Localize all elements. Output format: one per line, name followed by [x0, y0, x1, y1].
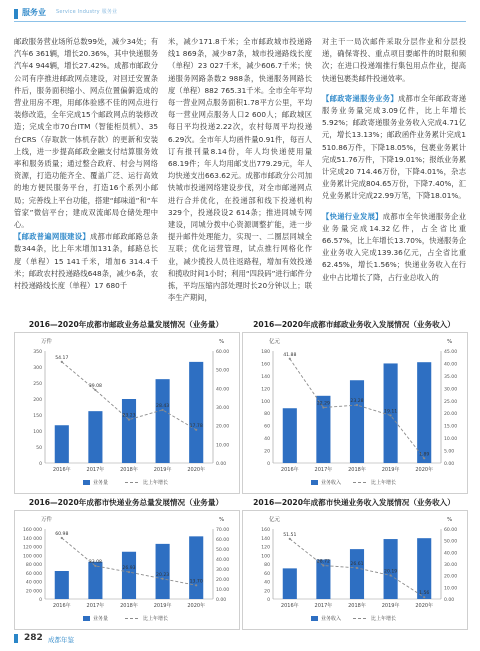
footer-accent-bar — [14, 634, 18, 643]
growth-data-label: 20.23 — [156, 572, 170, 578]
bar — [189, 362, 203, 463]
chart-title: 2016—2020年成都市快递业务收入发展情况（业务收入） — [253, 498, 455, 507]
growth-point — [356, 404, 358, 406]
y-tick-label-left: 160 000 — [23, 528, 42, 533]
growth-data-label: 41.88 — [283, 352, 297, 358]
growth-point — [289, 358, 291, 360]
y-tick-label-right: 10.00 — [444, 437, 458, 443]
x-tick-label: 2020年 — [187, 467, 206, 473]
chart-title: 2016—2020年成都市邮政业务总量发展情况（业务量） — [28, 320, 224, 329]
axis-unit-right: % — [219, 339, 225, 345]
growth-data-label: 1.89 — [419, 452, 430, 458]
growth-point — [322, 406, 324, 408]
growth-point — [322, 564, 324, 566]
bar — [350, 380, 364, 463]
x-tick-label: 2019年 — [153, 603, 172, 609]
y-tick-label-left: 60 — [264, 571, 270, 577]
growth-point — [128, 419, 130, 421]
y-tick-label-left: 160 — [261, 528, 270, 533]
y-tick-label-left: 20 — [264, 449, 270, 455]
growth-point — [61, 537, 63, 539]
bar — [156, 379, 170, 463]
growth-point — [195, 429, 197, 431]
chart-svg — [243, 333, 467, 493]
bar — [417, 538, 431, 599]
y-tick-label-left: 160 — [261, 362, 270, 368]
y-tick-label-right: 0.00 — [216, 462, 227, 467]
growth-point — [289, 538, 291, 540]
growth-point — [94, 565, 96, 567]
bar — [417, 362, 431, 463]
paragraph — [14, 231, 158, 292]
bar — [88, 562, 102, 599]
y-tick-label-left: 40 — [264, 580, 270, 586]
growth-point — [423, 457, 425, 459]
y-tick-label-right: 40.00 — [444, 362, 458, 368]
y-tick-label-left: 100 — [261, 399, 270, 405]
growth-data-label: 33.08 — [88, 559, 102, 565]
y-tick-label-left: 120 — [261, 545, 270, 551]
y-tick-label-left: 80 000 — [25, 563, 42, 568]
growth-point — [61, 361, 63, 363]
y-tick-label-left: 300 — [33, 366, 42, 371]
legend-label-bar: 业务量 — [93, 616, 109, 622]
legend-swatch-bar — [83, 616, 90, 621]
y-tick-label-left: 100 — [33, 430, 42, 435]
header-rule — [14, 21, 466, 22]
growth-data-label: 23.23 — [122, 413, 136, 419]
y-tick-label-left: 350 — [33, 350, 42, 355]
chart-svg — [15, 333, 239, 493]
growth-point — [162, 578, 164, 580]
y-tick-label-right: 25.00 — [444, 399, 458, 405]
y-tick-label-left: 0 — [267, 598, 270, 603]
axis-unit-left: 万件 — [41, 339, 53, 345]
bar — [156, 544, 170, 599]
bar — [55, 425, 69, 463]
y-tick-label-right: 30.00 — [444, 563, 458, 568]
axis-unit-left: 万件 — [41, 517, 53, 523]
chart-postal-revenue — [242, 332, 468, 494]
y-tick-label-right: 50.00 — [216, 368, 230, 374]
y-tick-label-right: 60.00 — [216, 538, 230, 543]
bar — [88, 411, 102, 463]
growth-data-label: 23.28 — [350, 399, 364, 405]
growth-data-label: 26.61 — [350, 561, 364, 567]
x-tick-label: 2016年 — [280, 603, 299, 609]
legend-label-line: 比上年增长 — [371, 616, 397, 622]
legend-label-bar: 业务量 — [93, 480, 109, 486]
y-tick-label-right: 50.00 — [444, 539, 458, 545]
axis-unit-right: % — [447, 339, 453, 345]
y-tick-label-left: 120 000 — [23, 545, 42, 551]
x-tick-label: 2017年 — [314, 603, 333, 609]
growth-data-label: 28.43 — [156, 403, 170, 409]
x-tick-label: 2018年 — [120, 603, 138, 609]
legend-label-line: 比上年增长 — [371, 480, 397, 486]
text-column-left — [14, 36, 158, 292]
y-tick-label-left: 150 — [33, 414, 42, 419]
y-tick-label-left: 80 — [264, 563, 270, 568]
y-tick-label-right: 15.00 — [444, 424, 458, 430]
y-tick-label-left: 140 — [261, 536, 270, 542]
legend-label-bar: 业务收入 — [321, 480, 342, 486]
y-tick-label-left: 0 — [39, 598, 42, 603]
paragraph-text: 成都市邮政邮路总条数344条，比上年末增加131条，邮路总长度（单程）15 141千米，增加6 314.4千米；邮政农村投递路线648条，减少6条，农村投递路线长度（单程）17 680千 — [14, 232, 159, 291]
publication-name: 成都年鉴 — [48, 636, 74, 644]
paragraph-text: 成都市全年邮政寄递服务业务量完成3.09亿件，比上年增长5.92%；邮政寄递服务业务收入完成4.71亿元，增长13.13%；邮政函件业务累计完成1 510.86万件，下降18.05%，包裹业务累计完成51.76万件，下降19.01%；报纸业务累计完成20 714.46万份，下降4.01%，杂志业务累计完成804.65万份，下降7.40%，汇兑业务累计完成22.99万笔，下降18.01%。 — [322, 93, 467, 201]
x-tick-label: 2016年 — [280, 467, 299, 473]
x-tick-label: 2016年 — [52, 603, 71, 609]
x-tick-label: 2020年 — [187, 603, 206, 609]
y-tick-label-right: 40.00 — [216, 558, 230, 563]
legend-swatch-bar — [311, 616, 318, 621]
bar — [55, 571, 69, 599]
y-tick-label-left: 40 — [264, 437, 270, 443]
legend-label-line: 比上年增长 — [143, 480, 169, 486]
growth-point — [162, 409, 164, 411]
y-tick-label-right: 30.00 — [216, 406, 230, 411]
bar — [350, 549, 364, 599]
x-tick-label: 2018年 — [348, 467, 366, 473]
chart-postal-volume — [14, 332, 240, 494]
x-tick-label: 2018年 — [348, 603, 366, 609]
y-tick-label-right: 20.00 — [444, 574, 458, 580]
y-tick-label-right: 0.00 — [444, 462, 455, 467]
axis-unit-right: % — [219, 517, 225, 523]
chart-express-volume — [14, 510, 240, 630]
y-tick-label-right: 10.00 — [216, 443, 230, 449]
y-tick-label-right: 20.00 — [216, 578, 230, 583]
x-tick-label: 2020年 — [415, 603, 434, 609]
y-tick-label-left: 120 — [261, 387, 270, 393]
section-title: 服务业 — [22, 8, 46, 17]
growth-point — [390, 414, 392, 416]
bar — [122, 399, 136, 463]
growth-point — [390, 574, 392, 576]
chart-svg — [15, 511, 239, 629]
legend-swatch-bar — [83, 480, 90, 485]
chart-title: 2016—2020年成都市快递业务总量发展情况（业务量） — [28, 498, 224, 507]
y-tick-label-right: 50.00 — [216, 548, 230, 553]
growth-data-label: 54.17 — [55, 355, 69, 361]
y-tick-label-right: 40.00 — [444, 551, 458, 557]
x-tick-label: 2019年 — [153, 467, 172, 473]
y-tick-label-left: 60 — [264, 424, 270, 430]
y-tick-label-right: 20.00 — [216, 424, 230, 430]
section-label: 【邮政寄递服务业务】 — [322, 93, 398, 103]
y-tick-label-left: 20 — [264, 589, 270, 595]
y-tick-label-right: 60.00 — [444, 528, 458, 533]
y-tick-label-left: 50 — [36, 446, 42, 451]
x-tick-label: 2016年 — [52, 467, 71, 473]
page-footer — [14, 632, 466, 646]
y-tick-label-left: 200 — [33, 398, 42, 403]
x-tick-label: 2019年 — [381, 467, 400, 473]
y-tick-label-right: 35.00 — [444, 374, 458, 380]
y-tick-label-right: 60.00 — [216, 350, 230, 355]
x-tick-label: 2018年 — [120, 467, 138, 473]
paragraph — [322, 93, 466, 203]
paragraph-text: 成都市全年快递服务企业业务量完成14.32亿件，占全省比重66.57%，比上年增长13.70%，快递服务企业业务收入完成139.36亿元，占全省比重62.45%，增长1.56%；快递业务收入在行业中占比增长了降，占行业总收入的 — [322, 211, 467, 282]
y-tick-label-right: 10.00 — [444, 586, 458, 592]
y-tick-label-right: 10.00 — [216, 588, 230, 593]
header-accent-bar — [14, 9, 18, 19]
y-tick-label-right: 0.00 — [216, 598, 227, 603]
growth-data-label: 26.93 — [122, 566, 136, 572]
y-tick-label-left: 180 — [261, 350, 270, 355]
paragraph — [322, 211, 466, 284]
page-header — [0, 0, 480, 22]
y-tick-label-left: 140 000 — [23, 536, 42, 542]
chart-svg — [243, 511, 467, 629]
bar — [189, 536, 203, 599]
y-tick-label-right: 30.00 — [444, 387, 458, 393]
growth-data-label: 51.51 — [283, 532, 297, 538]
page-number: 282 — [24, 633, 43, 643]
x-tick-label: 2017年 — [86, 467, 105, 473]
bar — [283, 568, 297, 599]
axis-unit-left: 亿元 — [269, 339, 281, 345]
y-tick-label-left: 140 — [261, 374, 270, 380]
y-tick-label-left: 80 — [264, 412, 270, 418]
y-tick-label-left: 0 — [39, 462, 42, 467]
growth-data-label: 19.11 — [384, 409, 398, 415]
axis-unit-left: 亿元 — [269, 517, 281, 523]
growth-data-label: 22.29 — [316, 401, 330, 407]
growth-data-label: 20.19 — [384, 569, 398, 575]
y-tick-label-right: 0.00 — [444, 598, 455, 603]
axis-unit-right: % — [447, 517, 453, 523]
x-tick-label: 2019年 — [381, 603, 400, 609]
x-tick-label: 2017年 — [86, 603, 105, 609]
y-tick-label-left: 60 000 — [25, 571, 42, 577]
y-tick-label-left: 100 000 — [23, 554, 42, 560]
paragraph: 米，减少171.8千米；全市邮政城市投递路线1 869条，减少87条，城市投递路线长度（单程）23 027千米，减少606.7千米；快递服务网路条数2 988条，快递服务网路长度（单程）882 765.31千米。全市全年平均每一营业网点服务面积1.78平方公里，平均每一营业网点服务人口2 600人；邮政城区每日平均投递2.22次，农村每周平均投递6.29次。全市年人均函件量0.91件，每百人订有报刊量8.14份，年人均快递使用量68.19件；年人均用邮支出779.29元，年人均快递支出663.62元。成都市邮政分公司加快城市投递网络建设步伐，对全市邮递网点进行合并优化，在投递部和线下投递机构329个，投递段设2 614条；推进同城专网建设，同城分拨中心资源调整扩能，进一步提升邮件处理能力，实现一、二圈层同城全互联；优化运营管理，试点推行网格化作业，减少揽投人员往返路程，增加有效投递和揽收时间1小时；利用“四段码”进行邮件分拣，平均压缩内部处理时长20分钟以上；联李生产期间， — [168, 37, 312, 303]
growth-data-label: 13.70 — [189, 579, 203, 585]
y-tick-label-right: 20.00 — [444, 412, 458, 418]
growth-point — [128, 571, 130, 573]
y-tick-label-right: 40.00 — [216, 387, 230, 393]
x-tick-label: 2020年 — [415, 467, 434, 473]
y-tick-label-right: 30.00 — [216, 568, 230, 573]
y-tick-label-left: 20 000 — [25, 589, 42, 595]
growth-data-label: 1.56 — [419, 591, 430, 597]
growth-point — [356, 567, 358, 569]
text-column-right — [322, 36, 466, 284]
text-column-middle — [168, 36, 312, 304]
legend-swatch-bar — [311, 480, 318, 485]
legend-label-bar: 业务收入 — [321, 616, 342, 622]
chart-express-revenue — [242, 510, 468, 630]
x-tick-label: 2017年 — [314, 467, 333, 473]
bar — [122, 552, 136, 599]
chart-title: 2016—2020年成都市邮政业务收入发展情况（业务收入） — [253, 320, 455, 329]
paragraph: 邮政服务营业场所总数99处，减少34处；有汽车6 361辆，增长20.36%，其中快递服务汽车4 944辆，增长27.42%。成都市邮政分公司有序推进邮政网点建设，对回迁安置条件后，服务面积缩小、网点位置偏僻造成的营业用房不理，用邮体验感不佳的网点进行装修改造，全年完成15个邮政网点的装修改造；完成全市70台ITM（智能柜员机）、35台CRS（存取款一体机存款）的更新和安装上线，进一步提高邮政金融支付结算服务效率和服务质量；通过整合政府、村会与网络资源，打造功能齐全、覆盖广泛、运行高效的地方便民服务平台，打造16个系列小邮局；完善线上平台功能，搭建“邮味道”和“车管家”微信平台；建成双流邮局仓储处理中心。 — [14, 37, 158, 230]
section-subtitle: Service Industry 服务业 — [56, 9, 118, 15]
bar — [283, 408, 297, 463]
growth-point — [94, 389, 96, 391]
growth-data-label: 39.08 — [88, 384, 102, 390]
paragraph: 对主干一局次邮件采取分层作业和分层投递，确保寄投、重点项目要邮件的时限和频次；在进口投递端推行集包用点作业，提高快递包裹类邮件投递效率。 — [322, 37, 466, 83]
y-tick-label-right: 70.00 — [216, 528, 230, 533]
growth-data-label: 60.98 — [55, 532, 69, 538]
y-tick-label-right: 5.00 — [444, 449, 455, 455]
y-tick-label-right: 45.00 — [444, 350, 458, 355]
growth-point — [423, 596, 425, 598]
y-tick-label-left: 0 — [267, 462, 270, 467]
y-tick-label-left: 250 — [33, 382, 42, 387]
y-tick-label-left: 100 — [261, 554, 270, 560]
growth-point — [195, 584, 197, 586]
section-label: 【快递行业发展】 — [322, 211, 383, 221]
growth-data-label: 17.78 — [189, 423, 203, 429]
section-label: 【邮政普遍网服建设】 — [14, 232, 90, 242]
growth-data-label: 28.72 — [316, 559, 330, 565]
y-tick-label-left: 40 000 — [25, 580, 42, 586]
legend-label-line: 比上年增长 — [143, 616, 169, 622]
